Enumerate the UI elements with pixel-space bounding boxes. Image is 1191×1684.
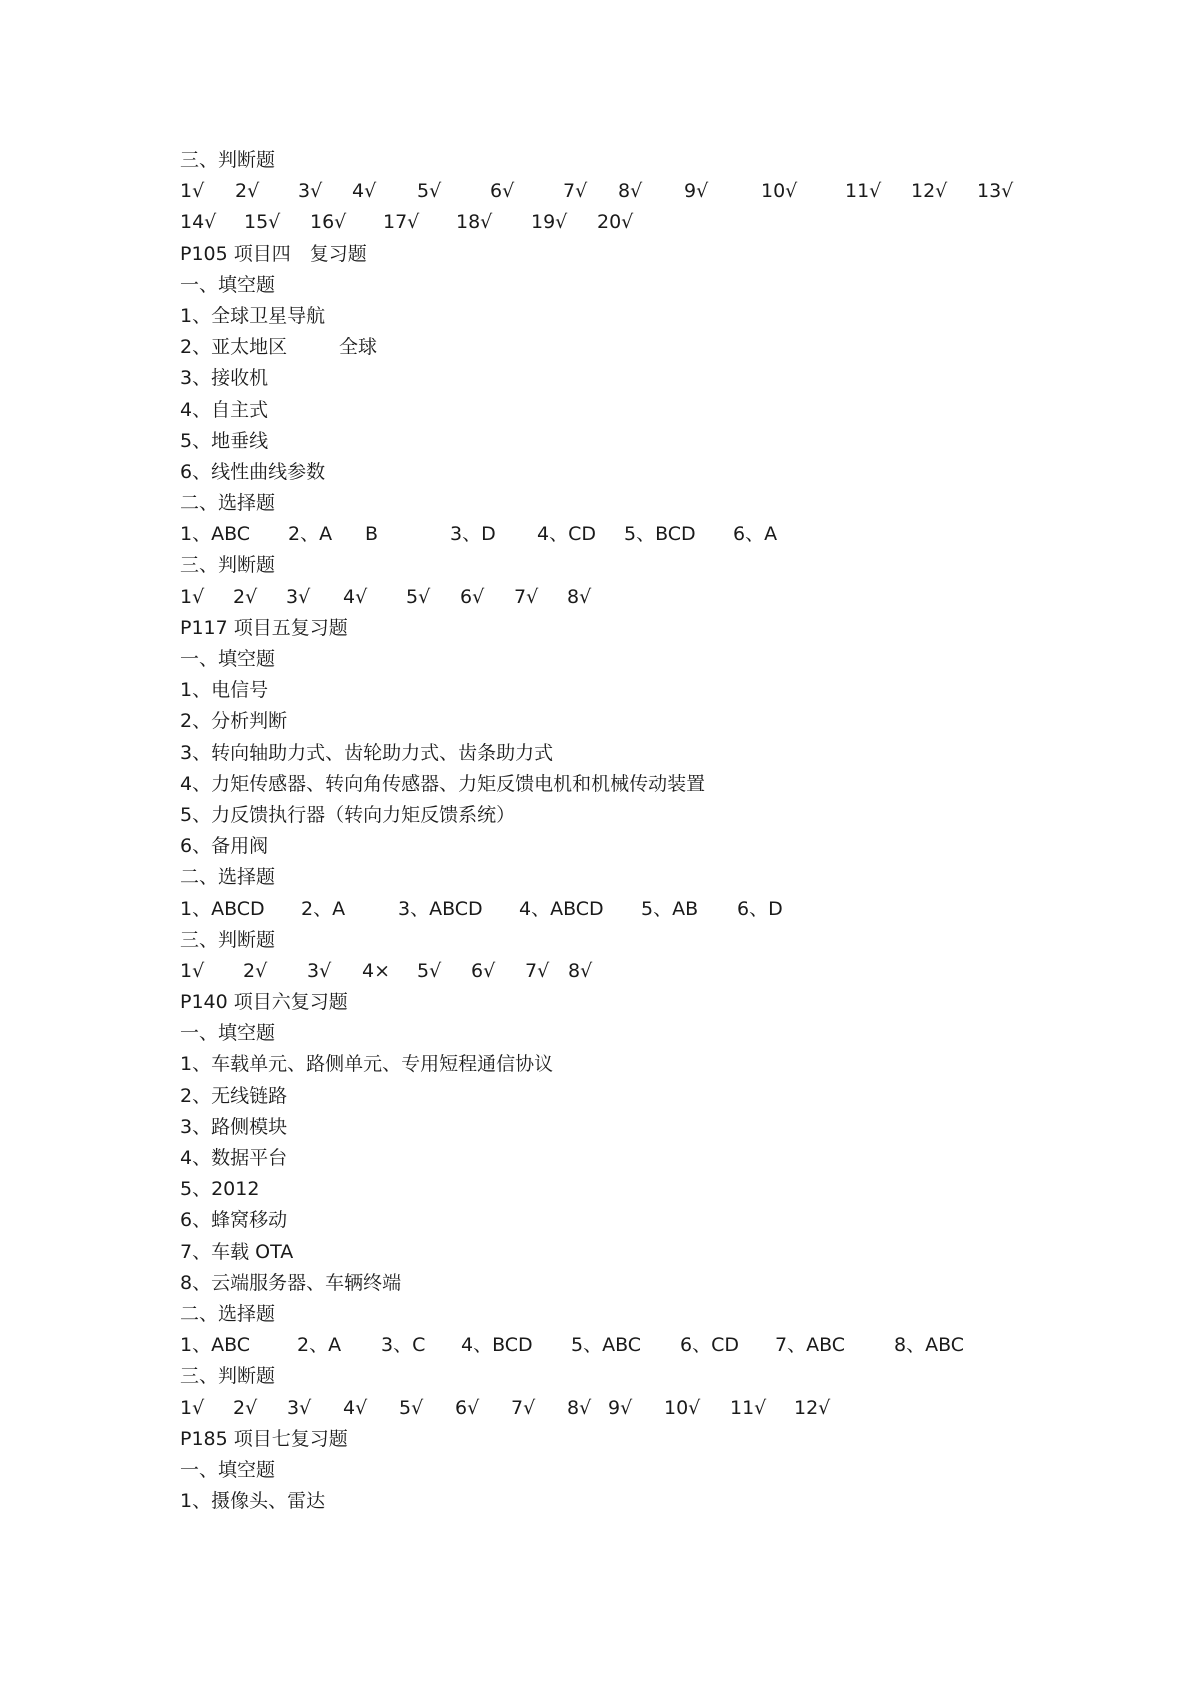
answer-item: 7√ bbox=[514, 585, 539, 608]
text-line: 6、蜂窝移动 bbox=[180, 1209, 288, 1232]
answer-item: 4、ABCD bbox=[519, 897, 604, 920]
answer-item: 9√ bbox=[608, 1396, 633, 1419]
answer-row bbox=[180, 207, 1080, 238]
answer-item: 1√ bbox=[180, 1396, 205, 1419]
document-page bbox=[180, 145, 1080, 1517]
text-line: 4、力矩传感器、转向角传感器、力矩反馈电机和机械传动装置 bbox=[180, 772, 706, 795]
answer-item: 2、亚太地区 bbox=[180, 336, 288, 359]
text-line: 1、电信号 bbox=[180, 679, 269, 702]
answer-item: 6√ bbox=[460, 585, 485, 608]
section-heading: 三、判断题 bbox=[180, 149, 276, 171]
answer-item: 12√ bbox=[911, 180, 948, 203]
answer-item: 8、ABC bbox=[894, 1334, 965, 1357]
answer-row bbox=[180, 956, 1080, 987]
text-line: 1、摄像头、雷达 bbox=[180, 1490, 326, 1513]
answer-item: 1√ bbox=[180, 180, 205, 203]
answer-item: 10√ bbox=[664, 1396, 701, 1419]
text-line: 2、无线链路 bbox=[180, 1084, 288, 1107]
answer-item: 6√ bbox=[471, 959, 496, 982]
answer-item: 10√ bbox=[761, 180, 798, 203]
section-heading: 一、填空题 bbox=[180, 273, 276, 296]
answer-item: 8√ bbox=[618, 180, 643, 203]
section-heading: 一、填空题 bbox=[180, 1022, 276, 1045]
answer-item: 6、CD bbox=[680, 1334, 739, 1357]
text-line: 8、云端服务器、车辆终端 bbox=[180, 1271, 402, 1294]
answer-item: 7√ bbox=[511, 1396, 536, 1419]
answer-item: 1√ bbox=[180, 585, 205, 608]
answer-item: 3、D bbox=[450, 523, 496, 546]
answer-item: 5、BCD bbox=[624, 523, 696, 546]
text-line: P117 项目五复习题 bbox=[180, 616, 348, 639]
answer-item: 1、ABC bbox=[180, 523, 251, 546]
answer-item: 4、BCD bbox=[461, 1334, 533, 1357]
answer-item: 3、C bbox=[381, 1334, 426, 1357]
section-heading: 三、判断题 bbox=[180, 928, 276, 951]
answer-item: 19√ bbox=[531, 211, 568, 234]
answer-item: 6√ bbox=[455, 1396, 480, 1419]
answer-row bbox=[180, 519, 1080, 550]
answer-row bbox=[180, 582, 1080, 613]
answer-item: 5、AB bbox=[641, 897, 699, 920]
answer-item: 1、ABCD bbox=[180, 897, 265, 920]
answer-item: 3√ bbox=[287, 1396, 312, 1419]
answer-item: 7、ABC bbox=[775, 1334, 846, 1357]
answer-item: 8√ bbox=[567, 585, 592, 608]
answer-item: 2√ bbox=[233, 1396, 258, 1419]
answer-item: 2√ bbox=[243, 959, 268, 982]
answer-item: 2、A bbox=[297, 1334, 342, 1357]
answer-item: 3√ bbox=[298, 180, 323, 203]
answer-item: 5、ABC bbox=[571, 1334, 642, 1357]
answer-item: 2√ bbox=[235, 180, 260, 203]
answer-row bbox=[180, 894, 1080, 925]
section-heading: 三、判断题 bbox=[180, 1365, 276, 1388]
text-line: 7、车载 OTA bbox=[180, 1240, 294, 1263]
answer-row bbox=[180, 176, 1080, 207]
text-line: 2、分析判断 bbox=[180, 710, 288, 733]
section-heading: 二、选择题 bbox=[180, 866, 276, 889]
answer-item: 14√ bbox=[180, 211, 217, 234]
answer-item: 3、ABCD bbox=[398, 897, 483, 920]
text-line: 5、地垂线 bbox=[180, 429, 269, 452]
answer-item: 2√ bbox=[233, 585, 258, 608]
text-line: P185 项目七复习题 bbox=[180, 1427, 348, 1450]
answer-item: 11√ bbox=[730, 1396, 767, 1419]
text-line: P105 项目四 复习题 bbox=[180, 242, 367, 265]
answer-row bbox=[180, 332, 1080, 363]
section-heading: 二、选择题 bbox=[180, 492, 276, 515]
answer-item: 6√ bbox=[490, 180, 515, 203]
text-line: 1、全球卫星导航 bbox=[180, 304, 326, 327]
text-line: 3、接收机 bbox=[180, 367, 269, 390]
answer-item: 4× bbox=[362, 959, 391, 982]
text-line: 3、路侧模块 bbox=[180, 1115, 288, 1138]
answer-item: 17√ bbox=[383, 211, 420, 234]
answer-item: 3√ bbox=[307, 959, 332, 982]
answer-item: 全球 bbox=[339, 336, 378, 359]
text-line: 5、2012 bbox=[180, 1178, 260, 1201]
answer-item: 8√ bbox=[568, 959, 593, 982]
answer-item: 11√ bbox=[845, 180, 882, 203]
answer-item: 4、CD bbox=[537, 523, 596, 546]
answer-item: 4√ bbox=[343, 1396, 368, 1419]
answer-item: 6、A bbox=[733, 523, 778, 546]
answer-item: 4√ bbox=[343, 585, 368, 608]
text-line: 5、力反馈执行器（转向力矩反馈系统） bbox=[180, 803, 516, 826]
answer-item: 7√ bbox=[563, 180, 588, 203]
answer-item: 20√ bbox=[597, 211, 634, 234]
answer-item: 12√ bbox=[794, 1396, 831, 1419]
text-line: 4、数据平台 bbox=[180, 1147, 288, 1169]
answer-item: 1、ABC bbox=[180, 1334, 251, 1357]
answer-item: 5√ bbox=[406, 585, 431, 608]
text-line: 1、车载单元、路侧单元、专用短程通信协议 bbox=[180, 1053, 554, 1076]
answer-item: 5√ bbox=[417, 959, 442, 982]
answer-item: 1√ bbox=[180, 959, 205, 982]
answer-item: 4√ bbox=[352, 180, 377, 203]
answer-row bbox=[180, 1393, 1080, 1424]
answer-item: 8√ bbox=[567, 1396, 592, 1419]
answer-item: 2、A bbox=[301, 897, 346, 920]
text-line: 3、转向轴助力式、齿轮助力式、齿条助力式 bbox=[180, 741, 554, 764]
answer-item: 6、D bbox=[737, 897, 783, 920]
answer-item: 15√ bbox=[244, 211, 281, 234]
section-heading: 一、填空题 bbox=[180, 1458, 276, 1481]
text-line: P140 项目六复习题 bbox=[180, 991, 348, 1014]
text-line: 6、备用阀 bbox=[180, 835, 269, 858]
text-line: 4、自主式 bbox=[180, 398, 269, 421]
answer-item: 7√ bbox=[525, 959, 550, 982]
answer-item: 5√ bbox=[417, 180, 442, 203]
answer-row bbox=[180, 1330, 1080, 1361]
text-line: 6、线性曲线参数 bbox=[180, 460, 326, 483]
section-heading: 一、填空题 bbox=[180, 648, 276, 670]
answer-item: 9√ bbox=[684, 180, 709, 203]
section-heading: 二、选择题 bbox=[180, 1302, 276, 1325]
answer-item: B bbox=[365, 523, 379, 546]
answer-item: 2、A bbox=[288, 523, 333, 546]
answer-item: 18√ bbox=[456, 211, 493, 234]
answer-item: 3√ bbox=[286, 585, 311, 608]
answer-item: 5√ bbox=[399, 1396, 424, 1419]
answer-item: 16√ bbox=[310, 211, 347, 234]
answer-item: 13√ bbox=[977, 180, 1014, 203]
section-heading: 三、判断题 bbox=[180, 554, 276, 577]
